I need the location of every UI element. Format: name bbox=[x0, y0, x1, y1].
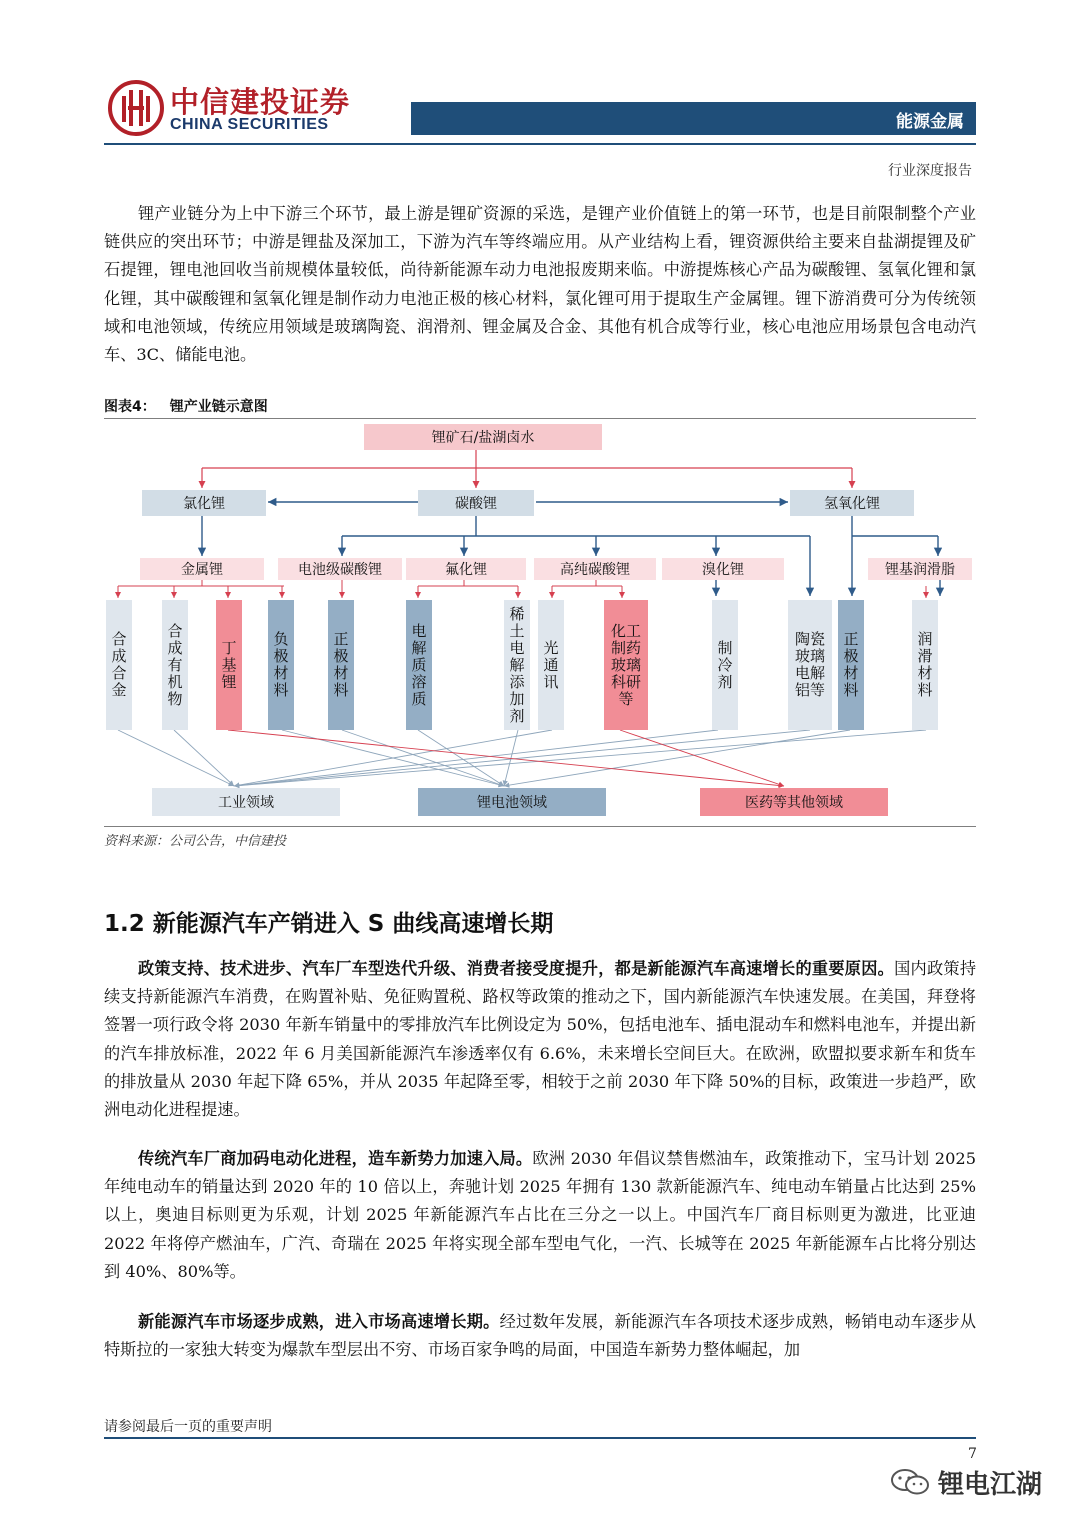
leaf-box: 合成合金 bbox=[106, 600, 132, 730]
figure-title bbox=[104, 396, 282, 416]
disclaimer-note: 请参阅最后一页的重要声明 bbox=[104, 1419, 272, 1435]
leaf-box: 合成有机物 bbox=[162, 600, 188, 730]
level2-box: 金属锂 bbox=[140, 558, 264, 580]
body-paragraph bbox=[104, 1145, 976, 1286]
figure-top-rule bbox=[104, 418, 976, 419]
level2-box: 氟化锂 bbox=[406, 558, 526, 580]
section-label: 能源金属 bbox=[896, 112, 964, 132]
paragraph-lead: 传统汽车厂商加码电动化进程，造车新势力加速入局。 bbox=[138, 1149, 533, 1168]
figure-bottom-rule bbox=[104, 826, 976, 827]
leaf-box: 正极材料 bbox=[838, 600, 864, 730]
level2-box: 高纯碳酸锂 bbox=[534, 558, 656, 580]
figure-label: 图表4： bbox=[104, 399, 156, 415]
leaf-box: 正极材料 bbox=[328, 600, 354, 730]
level2-box: 锂基润滑脂 bbox=[868, 558, 972, 580]
leaf-box: 陶瓷玻璃电解铝等 bbox=[788, 600, 832, 730]
paragraph-lead: 政策支持、技术进步、汽车厂车型迭代升级、消费者接受度提升，都是新能源汽车高速增长的重要原因。 bbox=[138, 959, 895, 978]
wechat-icon bbox=[890, 1468, 930, 1496]
header-divider bbox=[104, 143, 976, 145]
figure-caption: 锂产业链示意图 bbox=[169, 399, 268, 415]
bottom-domain-box: 医药等其他领域 bbox=[700, 788, 888, 816]
paragraph-body: 欧洲 2030 年倡议禁售燃油车，政策推动下，宝马计划 2025 年纯电动车的销量达到 2020 年的 10 倍以上，奔驰计划 2025 年拥有 130 款新能源汽车、纯电动车销量占比达到 25%以上，奥迪目标则更为乐观，计划 2025 年新能源汽车占比在三分之一以上。中国汽车厂商目标则更为激进，比亚迪 2022 年将停产燃油车，广汽、奇瑞在 2025 年将实现全部车型电气化，一汽、长城等在 2025 年新能源车占比将分别达到 40%、80%等。 bbox=[104, 1149, 977, 1281]
leaf-box: 丁基锂 bbox=[216, 600, 242, 730]
header-section-bar bbox=[411, 102, 976, 135]
level1-box: 氯化锂 bbox=[142, 490, 266, 516]
leaf-box: 化工制药玻璃科研等 bbox=[604, 600, 648, 730]
body-paragraph bbox=[104, 955, 976, 1124]
bottom-domain-box: 锂电池领域 bbox=[418, 788, 606, 816]
source-box: 锂矿石/盐湖卤水 bbox=[364, 424, 602, 450]
figure-source: 资料来源：公司公告，中信建投 bbox=[104, 834, 287, 849]
level2-box: 溴化锂 bbox=[662, 558, 784, 580]
report-type: 行业深度报告 bbox=[888, 163, 972, 179]
intro-paragraph: 锂产业链分为上中下游三个环节，最上游是锂矿资源的采选，是锂产业价值链上的第一环节，也是目前限制整个产业链供应的突出环节；中游是锂盐及深加工，下游为汽车等终端应用。从产业结构上看，锂资源供给主要来自盐湖提锂及矿石提锂，锂电池回收当前规模体量较低，尚待新能源车动力电池报废期来临。中游提炼核心产品为碳酸锂、氢氧化锂和氯化锂，其中碳酸锂和氢氧化锂是制作动力电池正极的核心材料，氯化锂可用于提取生产金属锂。锂下游消费可分为传统领域和电池领域，传统应用领域是玻璃陶瓷、润滑剂、锂金属及合金、其他有机合成等行业，核心电池应用场景包含电动汽车、3C、储能电池。 bbox=[104, 204, 976, 365]
logo-chinese-name: 中信建投证券 bbox=[170, 85, 351, 119]
logo-english-name: CHINA SECURITIES bbox=[170, 116, 329, 133]
paragraph-body: 国内政策持续支持新能源汽车消费，在购置补贴、免征购置税、路权等政策的推动之下，国内新能源汽车快速发展。在美国，拜登将签署一项行政令将 2030 年新车销量中的零排放汽车比例设定为 50%，包括电池车、插电混动车和燃料电池车，并提出新的汽车排放标准，2022 年 6 月美国新能源汽车渗透率仅有 6.6%，未来增长空间巨大。在欧洲，欧盟拟要求新车和货车的排放量从 2030 年起下降 65%，并从 2035 年起降至零，相较于之前 2030 年下降 50%的目标，政策进一步趋严，欧洲电动化进程提速。 bbox=[104, 959, 977, 1120]
paragraph-body: 经过数年发展，新能源汽车各项技术逐步成熟，畅销电动车逐步从特斯拉的一家独大转变为爆款车型层出不穷、市场百家争鸣的局面，中国造车新势力整体崛起，加 bbox=[104, 1312, 977, 1360]
page-number: 7 bbox=[968, 1446, 977, 1462]
level2-box: 电池级碳酸锂 bbox=[278, 558, 402, 580]
leaf-box: 润滑材料 bbox=[912, 600, 938, 730]
level1-box: 氢氧化锂 bbox=[790, 490, 914, 516]
leaf-box: 电解质溶质 bbox=[406, 600, 432, 730]
leaf-box: 制冷剂 bbox=[712, 600, 738, 730]
leaf-box: 负极材料 bbox=[268, 600, 294, 730]
bottom-domain-box: 工业领域 bbox=[152, 788, 340, 816]
paragraph-lead: 新能源汽车市场逐步成熟，进入市场高速增长期。 bbox=[138, 1312, 500, 1331]
company-logo bbox=[108, 80, 164, 136]
section-title: 1.2 新能源汽车产销进入 S 曲线高速增长期 bbox=[104, 911, 554, 937]
body-paragraph bbox=[104, 1308, 976, 1364]
footer-divider bbox=[104, 1437, 976, 1439]
leaf-box: 光通讯 bbox=[538, 600, 564, 730]
leaf-box: 稀土电解添加剂 bbox=[504, 600, 530, 730]
level1-box: 碳酸锂 bbox=[418, 490, 534, 516]
watermark-text: 锂电江湖 bbox=[938, 1470, 1043, 1500]
lithium-chain-diagram bbox=[104, 420, 976, 826]
